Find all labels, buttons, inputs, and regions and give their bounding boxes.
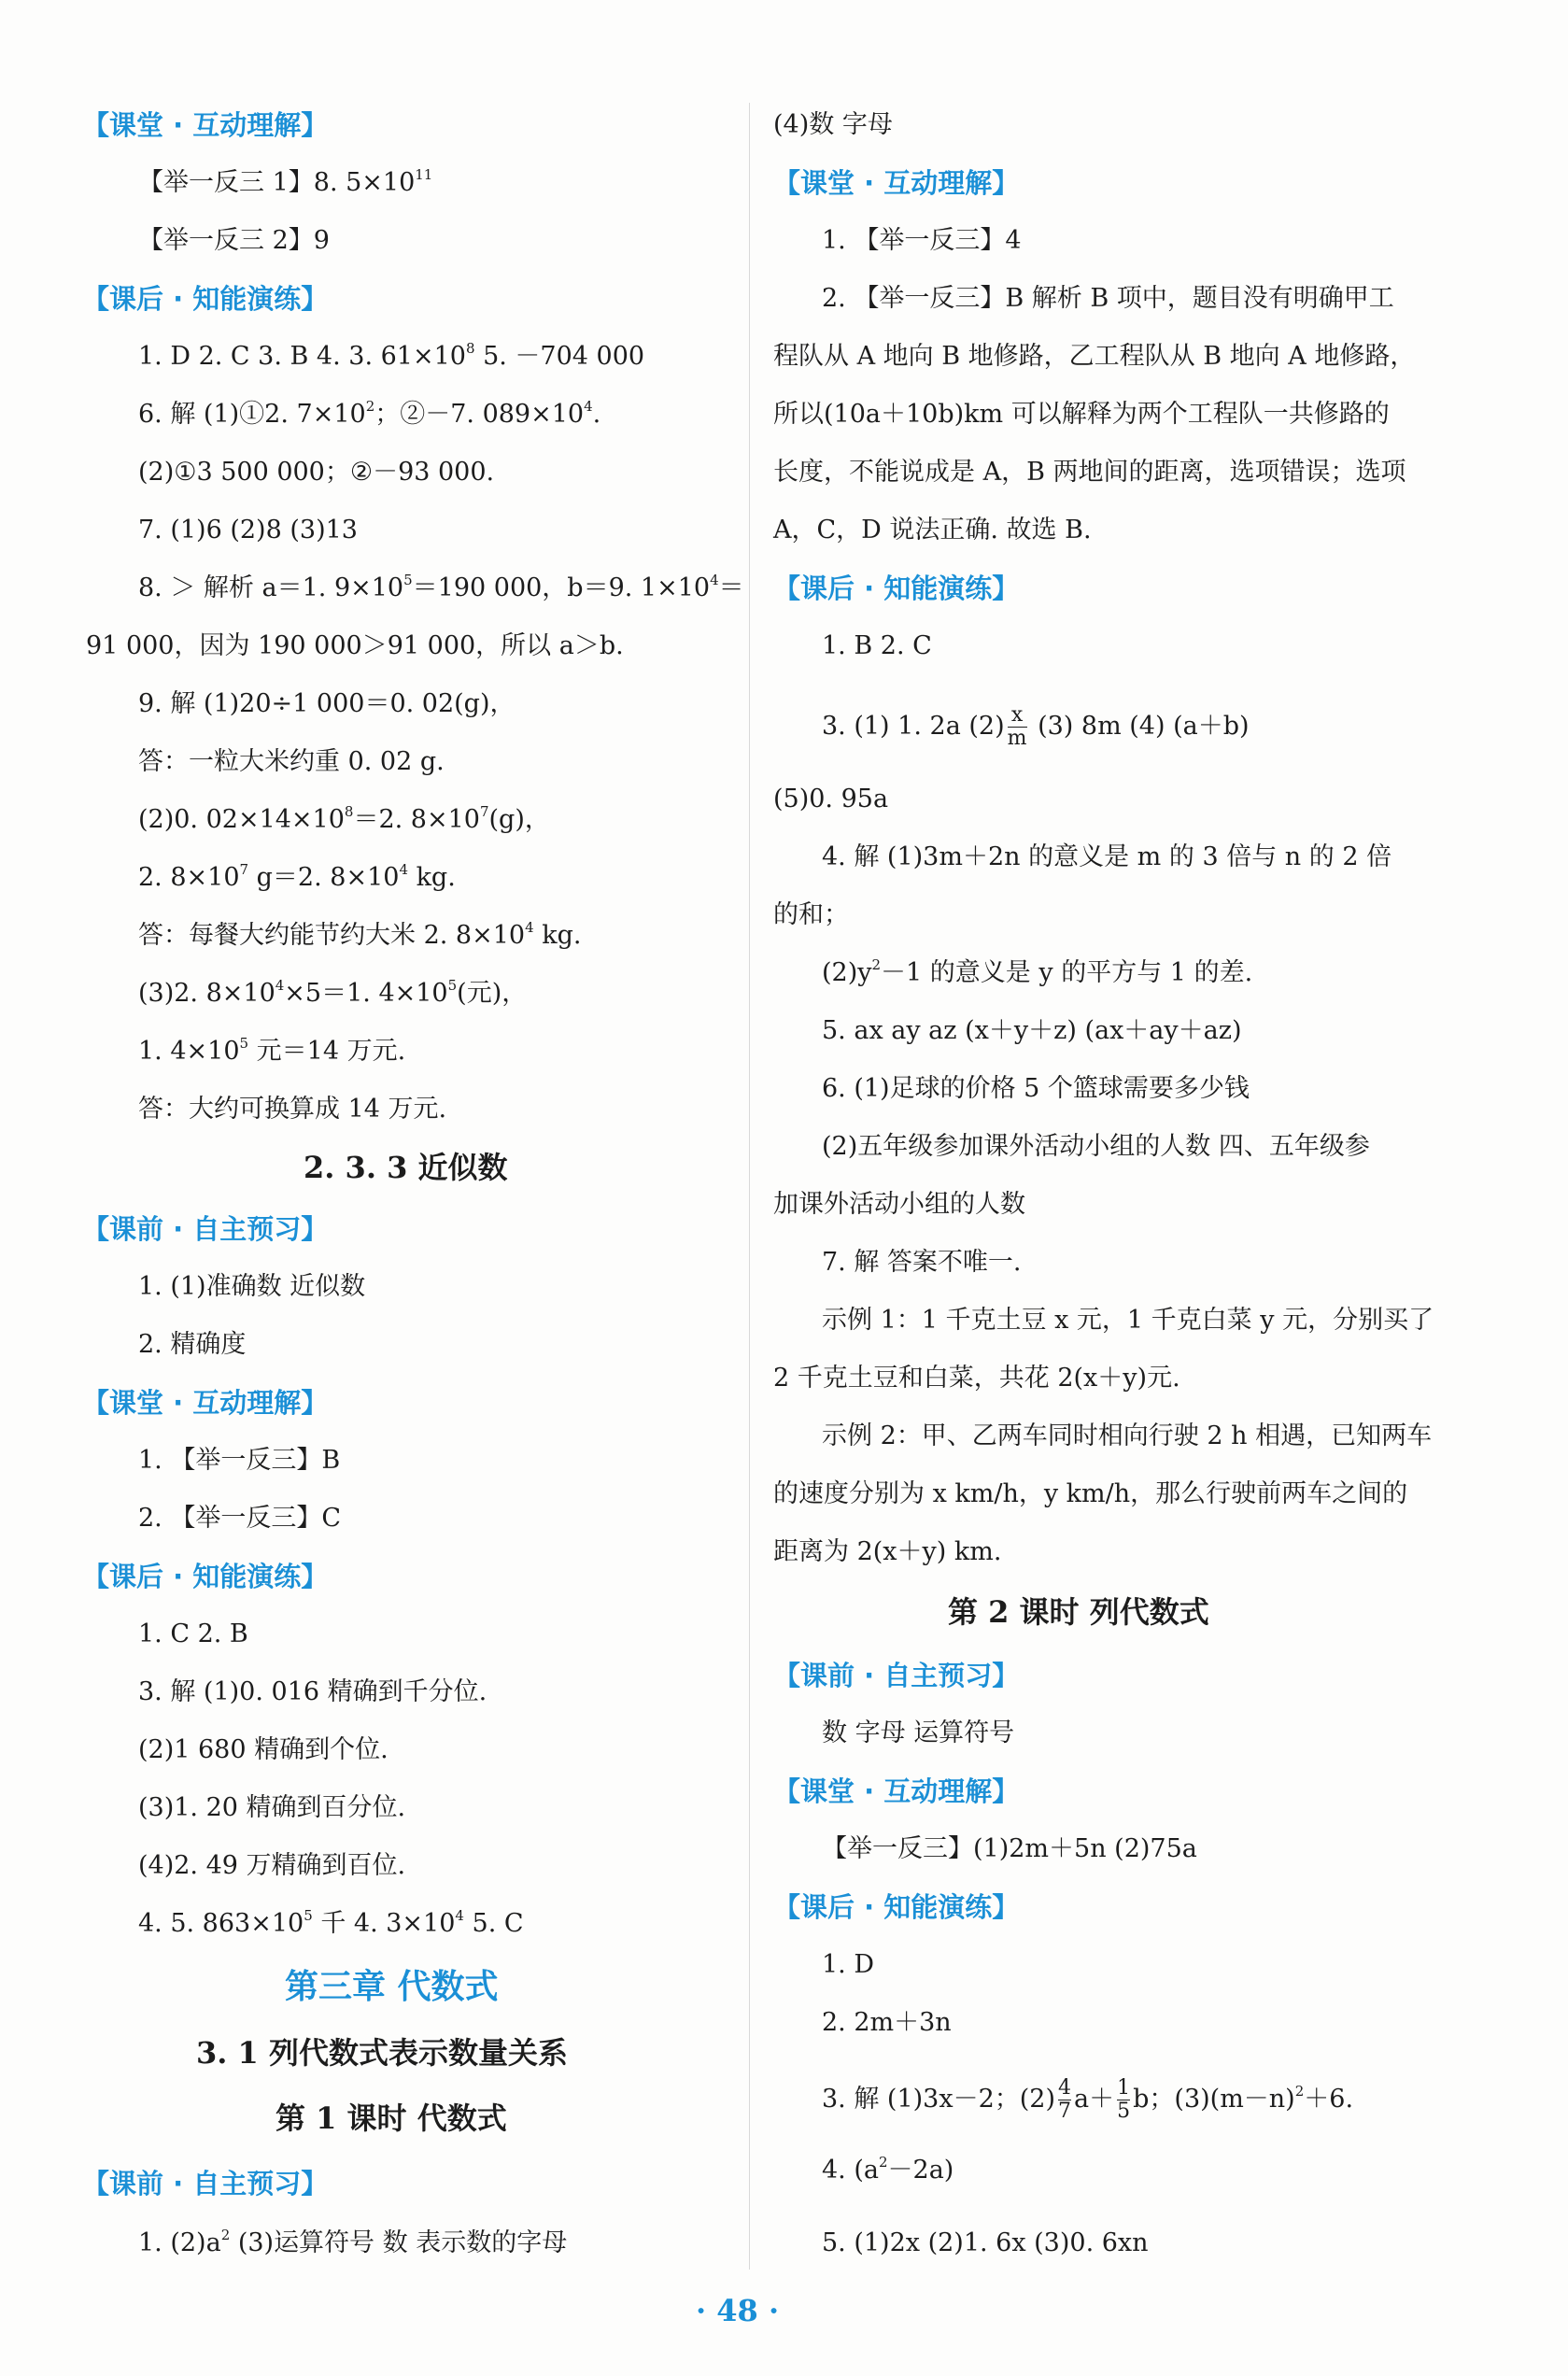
answer-line: 答：每餐大约能节约大米 2. $8\times 10^4$ kg. [138, 919, 582, 950]
answer-line: 4. 5. $863\times 10^5$ 千 4. $3\times 10^4$ 5. C [138, 1907, 524, 1938]
answer-line: 1. $4\times 10^5$ 元＝14 万元. [138, 1035, 406, 1066]
chapter-title: 第三章 代数式 [285, 1968, 499, 2006]
fraction: $\frac{4}{7}$ [1058, 2076, 1072, 2123]
answer-line: 8. ＞ 解析 a＝1. $9\times 10^5=190$ 000，b＝9. $1\times 10^4=$ [138, 572, 744, 602]
answer-line: 5. (1)2x (2)1. 6x (3)0. 6xn [822, 2228, 1149, 2257]
answer-line: 3. (1) 1. 2a (2) $\frac{x}{m}$ (3) 8m (4) (a＋b) [822, 703, 1250, 750]
section-heading: 【课后 · 知能演练】 [82, 1561, 329, 1592]
section-heading: 【课堂 · 互动理解】 [82, 109, 329, 141]
answer-line: 7. 解 答案不唯一. [822, 1248, 1022, 1277]
answer-line: 1. C 2. B [138, 1619, 248, 1648]
answer-line: 2. 【举一反三】C [138, 1504, 342, 1533]
answer-line: 长度，不能说成是 A，B 两地间的距离，选项错误；选项 [773, 458, 1406, 487]
section-heading: 【课后 · 知能演练】 [82, 283, 329, 315]
answer-line: 9. 解 (1)20÷1 000＝0. 02(g)， [138, 689, 516, 718]
answer-line: 91 000，因为 190 000＞91 000，所以 a＞b. [86, 631, 624, 660]
answer-line: 1. D 2. C 3. B 4. 3. $61\times 10^8$ 5. －704 000 [138, 340, 645, 371]
fraction: $\frac{1}{5}$ [1117, 2076, 1131, 2123]
answer-line: 示例 1：1 千克土豆 x 元，1 千克白菜 y 元，分别买了 [822, 1306, 1434, 1335]
answer-line: 3. 解 (1)0. 016 精确到千分位. [138, 1677, 487, 1706]
answer-line: $(2)y^2-1$ 的意义是 y 的平方与 1 的差. [822, 956, 1253, 987]
section-heading: 【课前 · 自主预习】 [82, 2168, 329, 2199]
answer-line: 【举一反三 2】9 [138, 226, 330, 255]
answer-line: 1. 【举一反三】4 [822, 226, 1022, 255]
answer-line: 程队从 A 地向 B 地修路，乙工程队从 B 地向 A 地修路， [773, 342, 1416, 371]
answer-line: 2. 【举一反三】B 解析 B 项中，题目没有明确甲工 [822, 284, 1394, 313]
answer-line: 答：一粒大米约重 0. 02 g. [138, 747, 445, 776]
answer-line: (3)2. $8\times 10^4\times 5=1$. $4\times 10^5$(元)， [138, 977, 528, 1008]
answer-line: 1. D [822, 1950, 874, 1979]
answer-line: (4)数 字母 [773, 110, 893, 139]
answer-line: 6. (1)足球的价格 5 个篮球需要多少钱 [822, 1074, 1250, 1103]
answer-line: 7. (1)6 (2)8 (3)13 [138, 516, 358, 544]
section-heading: 【课前 · 自主预习】 [773, 1660, 1020, 1691]
answer-line: 【举一反三】(1)2m＋5n (2)75a [822, 1834, 1197, 1863]
answer-line: 5. ax ay az (x＋y＋z) (ax＋ay＋az) [822, 1016, 1242, 1045]
answer-line: 1. $(2)a^2$ (3)运算符号 数 表示数的字母 [138, 2227, 568, 2257]
answer-line: 的和； [773, 900, 849, 929]
page-number: · 48 · [696, 2293, 780, 2328]
answer-line: 6. 解 (1)①2. $7\times 10^2$；②－7. $089\times 10^4$. [138, 398, 601, 429]
section-heading: 【课后 · 知能演练】 [773, 1891, 1020, 1923]
section-title: 2. 3. 3 近似数 [304, 1150, 508, 1185]
answer-line: 2. 2m＋3n [822, 2008, 952, 2037]
answer-line: 示例 2：甲、乙两车同时相向行驶 2 h 相遇，已知两车 [822, 1421, 1433, 1450]
answer-line: (2)五年级参加课外活动小组的人数 四、五年级参 [822, 1132, 1370, 1161]
answer-line: 加课外活动小组的人数 [773, 1190, 1025, 1219]
answer-line: 2 千克土豆和白菜，共花 2(x＋y)元. [773, 1364, 1180, 1393]
column-divider [749, 103, 750, 2270]
lesson-title: 第 1 课时 代数式 [275, 2100, 507, 2136]
section-heading: 【课堂 · 互动理解】 [773, 167, 1020, 199]
answer-line: 1. B 2. C [822, 631, 932, 660]
answer-line: 【举一反三 1】8. $5\times 10^{11}$ [138, 166, 433, 197]
section-heading: 【课前 · 自主预习】 [82, 1213, 329, 1245]
section-heading: 【课后 · 知能演练】 [773, 573, 1020, 604]
answer-line: 2. $8\times 10^7$ g＝2. $8\times 10^4$ kg. [138, 861, 456, 892]
answer-line: (2)①3 500 000；②－93 000. [138, 458, 495, 487]
section-heading: 【课堂 · 互动理解】 [773, 1775, 1020, 1807]
section-heading: 【课堂 · 互动理解】 [82, 1387, 329, 1419]
answer-line: A，C，D 说法正确. 故选 B. [773, 516, 1092, 544]
answer-line: 1. 【举一反三】B [138, 1446, 341, 1475]
answer-line: 答：大约可换算成 14 万元. [138, 1095, 447, 1124]
answer-line: (3)1. 20 精确到百分位. [138, 1793, 406, 1822]
answer-line: (5)0. 95a [773, 785, 889, 813]
lesson-title: 第 2 课时 列代数式 [948, 1594, 1209, 1630]
answer-line: 所以(10a＋10b)km 可以解释为两个工程队一共修路的 [773, 400, 1390, 429]
fraction: $\frac{x}{m}$ [1007, 703, 1027, 750]
answer-line: (2)1 680 精确到个位. [138, 1735, 388, 1764]
answer-line: 距离为 2(x＋y) km. [773, 1537, 1002, 1566]
answer-line: 4. $(a^2-2a)$ [822, 2154, 954, 2185]
answer-line: 1. (1)准确数 近似数 [138, 1272, 366, 1301]
section-title: 3. 1 列代数式表示数量关系 [196, 2035, 568, 2071]
answer-line: (4)2. 49 万精确到百位. [138, 1851, 406, 1880]
answer-line: 3. 解 (1)3x－2；(2) $\frac{4}{7}$ a＋ $\frac{1}{5}$ b；$(3)(m-n)^2+6$. [822, 2076, 1354, 2123]
answer-line: 数 字母 运算符号 [822, 1718, 1015, 1747]
answer-line: 2. 精确度 [138, 1330, 247, 1359]
answer-line: (2)0. $02\times 14\times 10^8=2$. $8\times 10^7(g)$， [138, 803, 550, 834]
answer-line: 4. 解 (1)3m＋2n 的意义是 m 的 3 倍与 n 的 2 倍 [822, 842, 1392, 871]
answer-line: 的速度分别为 x km/h，y km/h，那么行驶前两车之间的 [773, 1479, 1408, 1508]
